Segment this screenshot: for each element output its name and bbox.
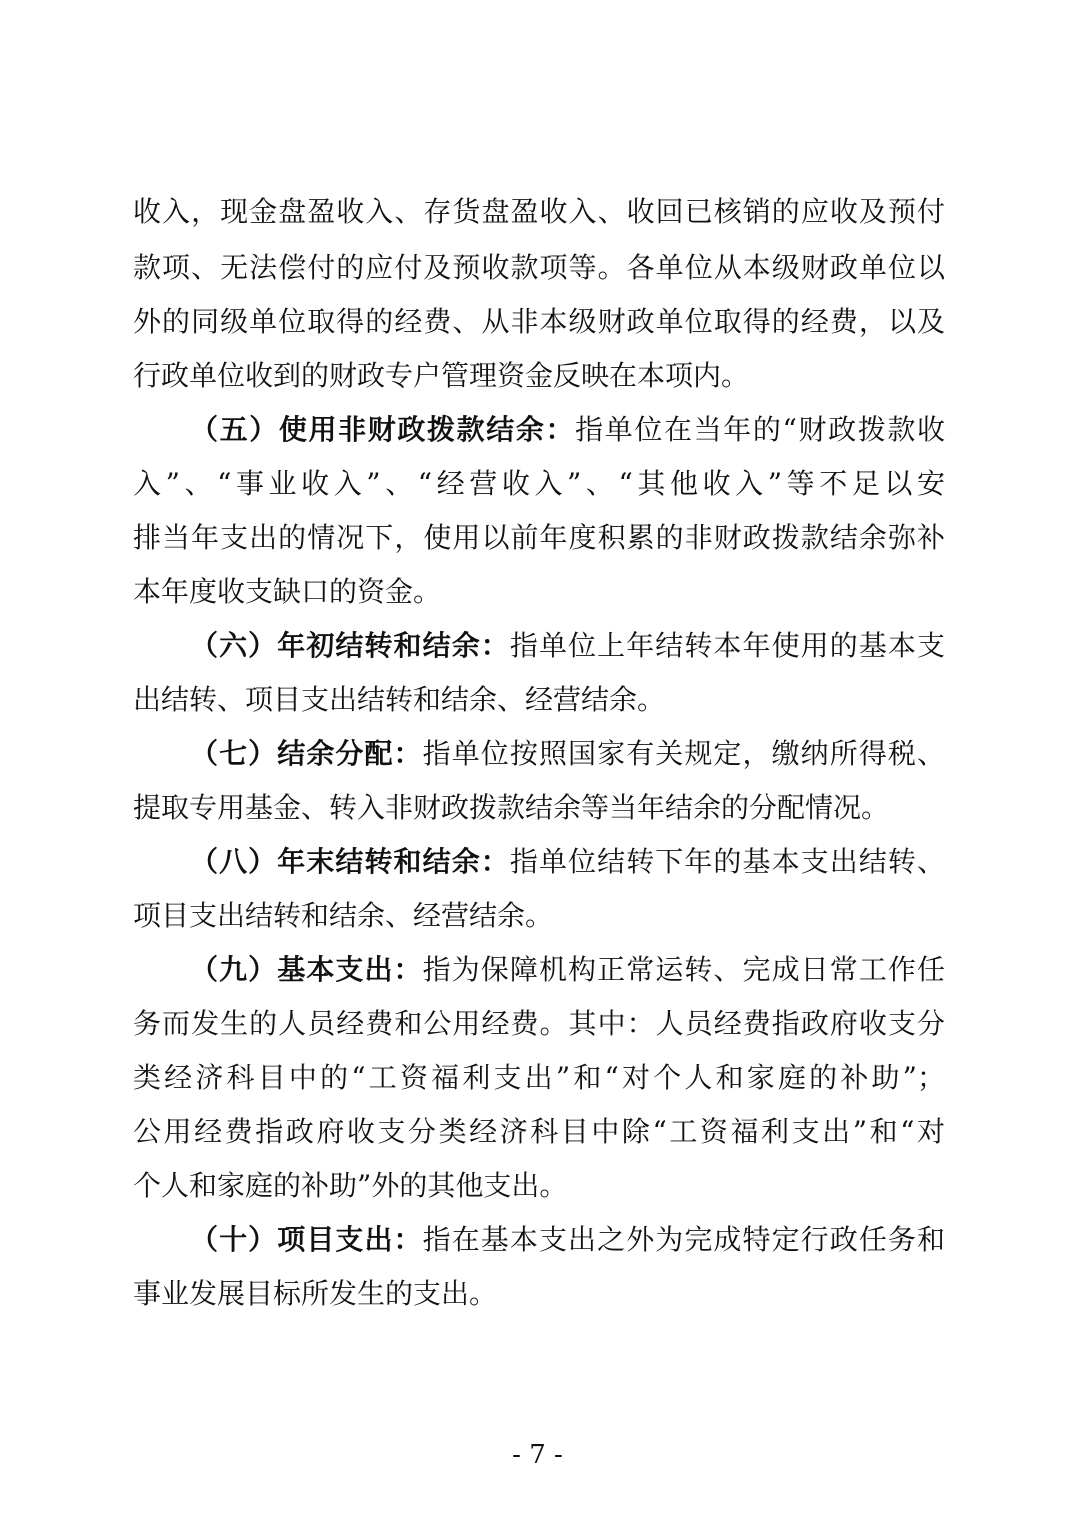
text-line: 提取专用基金、转入非财政拨款结余等当年结余的分配情况。 (133, 791, 890, 824)
text-line: 款项、无法偿付的应付及预收款项等。各单位从本级财政单位以 (133, 251, 945, 284)
text-line: 类经济科目中的“工资福利支出”和“对个人和家庭的补助”； (133, 1061, 945, 1094)
text-line: 事业发展目标所发生的支出。 (133, 1277, 498, 1310)
page-number: - 7 - (512, 1440, 563, 1470)
paragraph-first-line (190, 844, 945, 880)
paragraph-first-line (190, 736, 945, 772)
section-heading: （六）年初结转和结余： (190, 629, 510, 662)
text: 指单位按照国家有关规定，缴纳所得税、 (422, 737, 945, 770)
text-line: 排当年支出的情况下，使用以前年度积累的非财政拨款结余弥补 (133, 521, 945, 554)
section-heading: （五）使用非财政拨款结余： (190, 413, 576, 446)
text-line: 外的同级单位取得的经费、从非本级财政单位取得的经费，以及 (133, 305, 945, 338)
section-heading: （十）项目支出： (190, 1223, 423, 1256)
text-line: 收入，现金盘盈收入、存货盘盈收入、收回已核销的应收及预付 (133, 195, 945, 228)
paragraph-first-line (190, 628, 945, 664)
text-line: 出结转、项目支出结转和结余、经营结余。 (133, 683, 666, 716)
section-heading: （八）年末结转和结余： (190, 845, 510, 878)
text: 指为保障机构正常运转、完成日常工作任 (422, 953, 945, 986)
text: 指单位上年结转本年使用的基本支 (509, 629, 945, 662)
text-line: 个人和家庭的补助”外的其他支出。 (133, 1169, 568, 1202)
text-line: 务而发生的人员经费和公用经费。其中：人员经费指政府收支分 (133, 1007, 945, 1040)
text-line: 入”、“事业收入”、“经营收入”、“其他收入”等不足以安 (133, 467, 945, 500)
paragraph-first-line (190, 1222, 945, 1258)
text: 指在基本支出之外为完成特定行政任务和 (422, 1223, 945, 1256)
paragraph-first-line (190, 952, 945, 988)
section-heading: （九）基本支出： (190, 953, 423, 986)
text-line: 项目支出结转和结余、经营结余。 (133, 899, 554, 932)
text: 指单位在当年的“财政拨款收 (575, 413, 945, 446)
text-line: 本年度收支缺口的资金。 (133, 575, 442, 608)
text-line: 行政单位收到的财政专户管理资金反映在本项内。 (133, 359, 750, 392)
text: 指单位结转下年的基本支出结转、 (509, 845, 945, 878)
text-line: 公用经费指政府收支分类经济科目中除“工资福利支出”和“对 (133, 1115, 945, 1148)
paragraph-first-line (190, 412, 945, 448)
section-heading: （七）结余分配： (190, 737, 423, 770)
